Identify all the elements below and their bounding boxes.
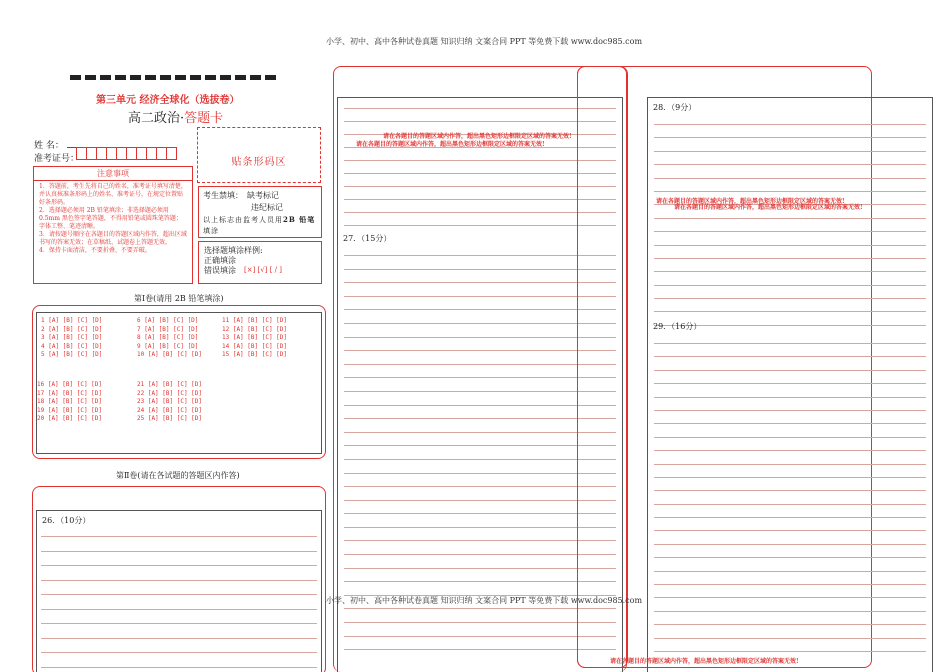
correct-label: 正确填涂 <box>204 256 236 265</box>
unit-title: 第三单元 经济全球化（选拔卷） <box>96 95 240 106</box>
absent-title: 考生禁填： <box>203 191 243 200</box>
notice-body <box>34 181 192 257</box>
q27-title: 27．（15分） <box>343 234 392 243</box>
mc-item[interactable]: 6 [A] [B] [C] [D] <box>137 317 199 324</box>
mc-item[interactable]: 10 [A] [B] [C] [D] <box>137 351 203 358</box>
mc-item[interactable]: 12 [A] [B] [C] [D] <box>222 325 288 333</box>
notice-item: 3．请按题号顺序在各题目的答题区域内作答，超出区域书写的答案无效；在草稿纸、试题卷上答题无效。 <box>39 231 187 246</box>
mc-item[interactable]: 24 [A] [B] [C] [D] <box>137 406 203 414</box>
warning-text: 请在各题目的答题区域内作答，超出黑色矩形边框限定区域的答案无效! <box>656 198 845 205</box>
mc-col-4[interactable] <box>37 381 102 424</box>
name-label: 姓 名： <box>34 141 64 151</box>
part1-answer-area <box>36 312 322 454</box>
mc-item[interactable]: 5 [A] [B] [C] [D] <box>41 351 103 358</box>
site-banner: 小学、初中、高中各种试卷真题 知识归纳 文案合同 PPT 等免费下载 www.doc985.com <box>326 37 643 46</box>
absent-note-end: 填涂 <box>203 227 219 235</box>
mc-item[interactable]: 1 [A] [B] [C] [D] <box>41 317 103 324</box>
footer-banner: 小学、初中、高中各种试卷真题 知识归纳 文案合同 PPT 等免费下载 www.doc985.com <box>326 596 643 605</box>
mc-col-2[interactable] <box>137 317 202 360</box>
absent-note-bold: 2B 铅笔 <box>283 215 316 224</box>
mc-item[interactable]: 14 [A] [B] [C] [D] <box>222 342 288 350</box>
mc-item[interactable]: 23 [A] [B] [C] [D] <box>137 398 203 405</box>
q28-answer-area[interactable] <box>647 97 933 672</box>
q26-title: 26．（10分） <box>42 516 91 525</box>
absent-mark[interactable]: 缺考标记 <box>247 191 279 200</box>
barcode-area[interactable] <box>197 127 321 183</box>
mc-item[interactable]: 17 [A] [B] [C] [D] <box>37 389 103 397</box>
card-type: 答题卡 <box>184 111 224 126</box>
mc-item[interactable]: 9 [A] [B] [C] [D] <box>137 342 199 350</box>
mc-col-1[interactable] <box>41 317 102 360</box>
wrong-marks: [×] [√] [ / ] <box>244 266 282 274</box>
q26-answer-area[interactable] <box>36 510 322 672</box>
barcode-label: 贴条形码区 <box>231 157 287 168</box>
mc-item[interactable]: 16 [A] [B] [C] [D] <box>37 381 103 388</box>
fill-sample-title: 选择题填涂样例: <box>204 246 263 255</box>
warning-text: 请在各题目的答题区域内作答，超出黑色矩形边框限定区域的答案无效! <box>356 141 545 148</box>
mc-item[interactable]: 3 [A] [B] [C] [D] <box>41 334 103 341</box>
absent-note <box>203 214 319 237</box>
notice-box <box>33 166 193 284</box>
card-title <box>128 107 223 126</box>
notice-item: 2．选择题必须用 2B 铅笔填涂；非选择题必须用 0.5mm 黑色签字笔答题，不得用铅笔或圆珠笔答题；字体工整、笔迹清晰。 <box>39 207 182 230</box>
part2-title: 第Ⅱ卷(请在各试题的答题区内作答) <box>116 471 240 480</box>
id-boxes[interactable] <box>76 147 176 160</box>
subject-name: 高二政治· <box>128 111 185 126</box>
absent-box <box>198 186 322 238</box>
mc-col-3[interactable] <box>222 317 287 360</box>
q27-lines <box>344 255 616 650</box>
q27-top-lines <box>344 108 616 226</box>
mc-item[interactable]: 13 [A] [B] [C] [D] <box>222 334 288 341</box>
mc-item[interactable]: 8 [A] [B] [C] [D] <box>137 334 199 341</box>
mc-item[interactable]: 19 [A] [B] [C] [D] <box>37 406 103 414</box>
mc-item[interactable]: 11 [A] [B] [C] [D] <box>222 317 288 324</box>
q28-lines <box>654 124 926 326</box>
timing-marks <box>70 75 276 80</box>
mc-col-5[interactable] <box>137 381 202 424</box>
mc-item[interactable]: 25 [A] [B] [C] [D] <box>137 415 203 422</box>
mc-item[interactable]: 22 [A] [B] [C] [D] <box>137 389 203 397</box>
id-label: 准考证号： <box>34 154 80 164</box>
fill-sample-box <box>198 241 322 284</box>
notice-item: 4．保持卡面清洁，不要折叠、不要弄破。 <box>39 247 151 254</box>
mc-item[interactable]: 18 [A] [B] [C] [D] <box>37 398 103 405</box>
overlap-frame <box>577 66 628 668</box>
mc-item[interactable]: 20 [A] [B] [C] [D] <box>37 415 103 422</box>
warning-text: 请在各题目的答题区域内作答，超出黑色矩形边框限定区域的答案无效! <box>383 133 572 140</box>
notice-item: 1．答题前，考生先将自己的姓名，准考证号填写清楚，并认真核准条形码上的姓名、准考证号，在规定位置贴好条形码。 <box>39 183 187 206</box>
q29-lines <box>654 343 926 652</box>
mc-item[interactable]: 4 [A] [B] [C] [D] <box>41 342 103 350</box>
warning-text: 请在各题目的答题区域内作答，超出黑色矩形边框限定区域的答案无效! <box>674 204 863 211</box>
violation-mark[interactable]: 违纪标记 <box>251 203 283 212</box>
mc-item[interactable]: 21 [A] [B] [C] [D] <box>137 381 203 388</box>
notice-title: 注意事项 <box>34 167 192 181</box>
warning-text: 请在各题目的答题区域内作答，超出黑色矩形边框限定区域的答案无效! <box>610 658 799 665</box>
part1-title: 第Ⅰ卷(请用 2B 铅笔填涂) <box>134 294 224 303</box>
q28-title: 28．（9分） <box>653 103 697 112</box>
mc-item[interactable]: 15 [A] [B] [C] [D] <box>222 351 288 358</box>
q29-title: 29．（16分） <box>653 322 702 331</box>
mc-item[interactable]: 7 [A] [B] [C] [D] <box>137 325 199 333</box>
mc-item[interactable]: 2 [A] [B] [C] [D] <box>41 325 103 333</box>
q26-lines <box>41 536 317 668</box>
wrong-label: 错误填涂 <box>204 266 236 275</box>
absent-note-text: 以上标志由监考人员用 <box>203 216 283 224</box>
